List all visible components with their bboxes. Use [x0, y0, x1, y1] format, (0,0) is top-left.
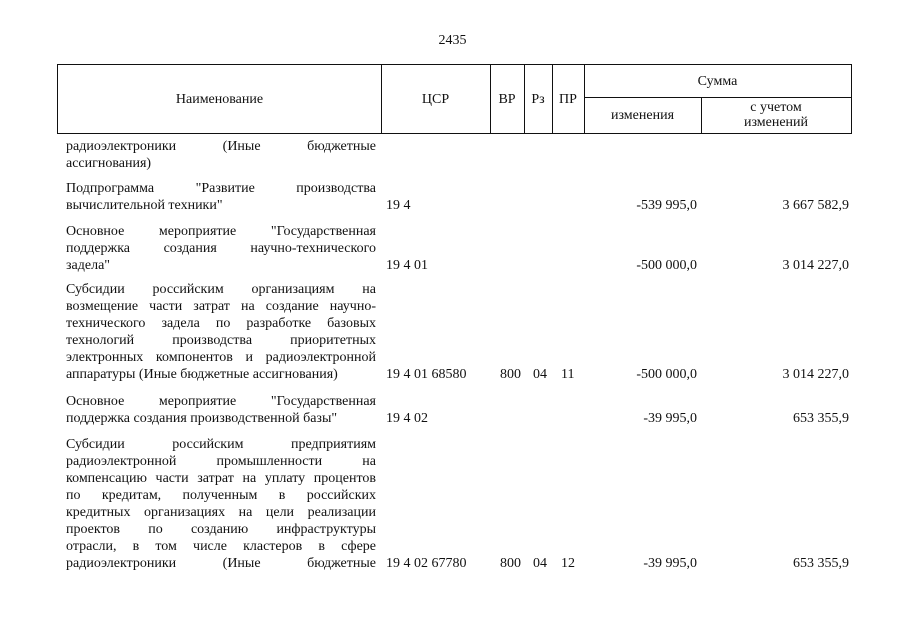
row-name-line: компенсацию части затрат на уплату процентов: [66, 471, 376, 486]
row-name: [66, 180, 376, 214]
header-total: [701, 97, 851, 133]
row-name-line: Подпрограмма "Развитие производства: [66, 181, 376, 196]
header-pr: ПР: [559, 91, 577, 107]
row-csr: 19 4 02 67780: [386, 556, 467, 571]
row-csr: 19 4: [386, 198, 411, 213]
row-name-line: возмещение части затрат на создание научно-: [66, 299, 376, 314]
row-name-line: поддержка создания научно-технического: [66, 241, 376, 256]
row-change: -39 995,0: [643, 411, 697, 426]
row-name-line: проектов по созданию инфраструктуры: [66, 522, 376, 537]
row-change: -39 995,0: [643, 556, 697, 571]
row-name-line: радиоэлектроники (Иные бюджетные: [66, 556, 376, 571]
row-name: [66, 393, 376, 427]
row-name: [66, 138, 376, 172]
row-name-line: радиоэлектронной промышленности на: [66, 454, 376, 469]
header-rz: Рз: [531, 91, 545, 107]
header-sum: Сумма: [697, 73, 738, 89]
row-total: 3 667 582,9: [782, 198, 849, 213]
row-change: -500 000,0: [636, 367, 697, 382]
row-name-line: поддержка создания производственной базы": [66, 411, 338, 426]
row-name-line: по кредитам, полученным в российских: [66, 488, 376, 503]
header-csr: ЦСР: [421, 91, 450, 107]
row-name: [66, 281, 376, 383]
row-csr: 19 4 01 68580: [386, 367, 467, 382]
row-name-line: электронных компонентов и радиоэлектронной: [66, 350, 376, 365]
row-name-line: аппаратуры (Иные бюджетные ассигнования): [66, 367, 338, 382]
table-header: [57, 64, 852, 134]
row-name-line: отрасли, в том числе кластеров в сфере: [66, 539, 376, 554]
row-csr: 19 4 01: [386, 258, 428, 273]
page-number: 2435: [438, 33, 467, 48]
row-total: 3 014 227,0: [782, 258, 849, 273]
header-total-line1: с учетом: [750, 100, 802, 115]
row-name-line: Основное мероприятие "Государственная: [66, 224, 376, 239]
row-vr: 800: [500, 367, 521, 382]
header-vr: ВР: [498, 91, 516, 107]
row-vr: 800: [500, 556, 521, 571]
row-total: 653 355,9: [793, 556, 849, 571]
row-name-line: технологий производства приоритетных: [66, 333, 376, 348]
row-name: [66, 223, 376, 274]
row-name-line: вычислительной техники": [66, 198, 223, 213]
header-name: Наименование: [175, 91, 264, 107]
row-name-line: технического задела по разработке базовых: [66, 316, 376, 331]
row-total: 653 355,9: [793, 411, 849, 426]
row-rz: 04: [533, 556, 547, 571]
row-name: [66, 436, 376, 572]
row-total: 3 014 227,0: [782, 367, 849, 382]
row-pr: 11: [561, 367, 575, 382]
row-pr: 12: [561, 556, 575, 571]
row-name-line: ассигнования): [66, 156, 152, 171]
row-name-line: кредитных организациях на цели реализации: [66, 505, 376, 520]
row-change: -500 000,0: [636, 258, 697, 273]
row-name-line: Субсидии российским организациям на: [66, 282, 376, 297]
row-csr: 19 4 02: [386, 411, 428, 426]
row-change: -539 995,0: [636, 198, 697, 213]
row-name-line: радиоэлектроники (Иные бюджетные: [66, 139, 376, 154]
row-name-line: Субсидии российским предприятиям: [66, 437, 376, 452]
header-total-line2: изменений: [743, 115, 809, 130]
row-rz: 04: [533, 367, 547, 382]
row-name-line: задела": [66, 258, 110, 273]
row-name-line: Основное мероприятие "Государственная: [66, 394, 376, 409]
header-change: изменения: [610, 107, 675, 123]
